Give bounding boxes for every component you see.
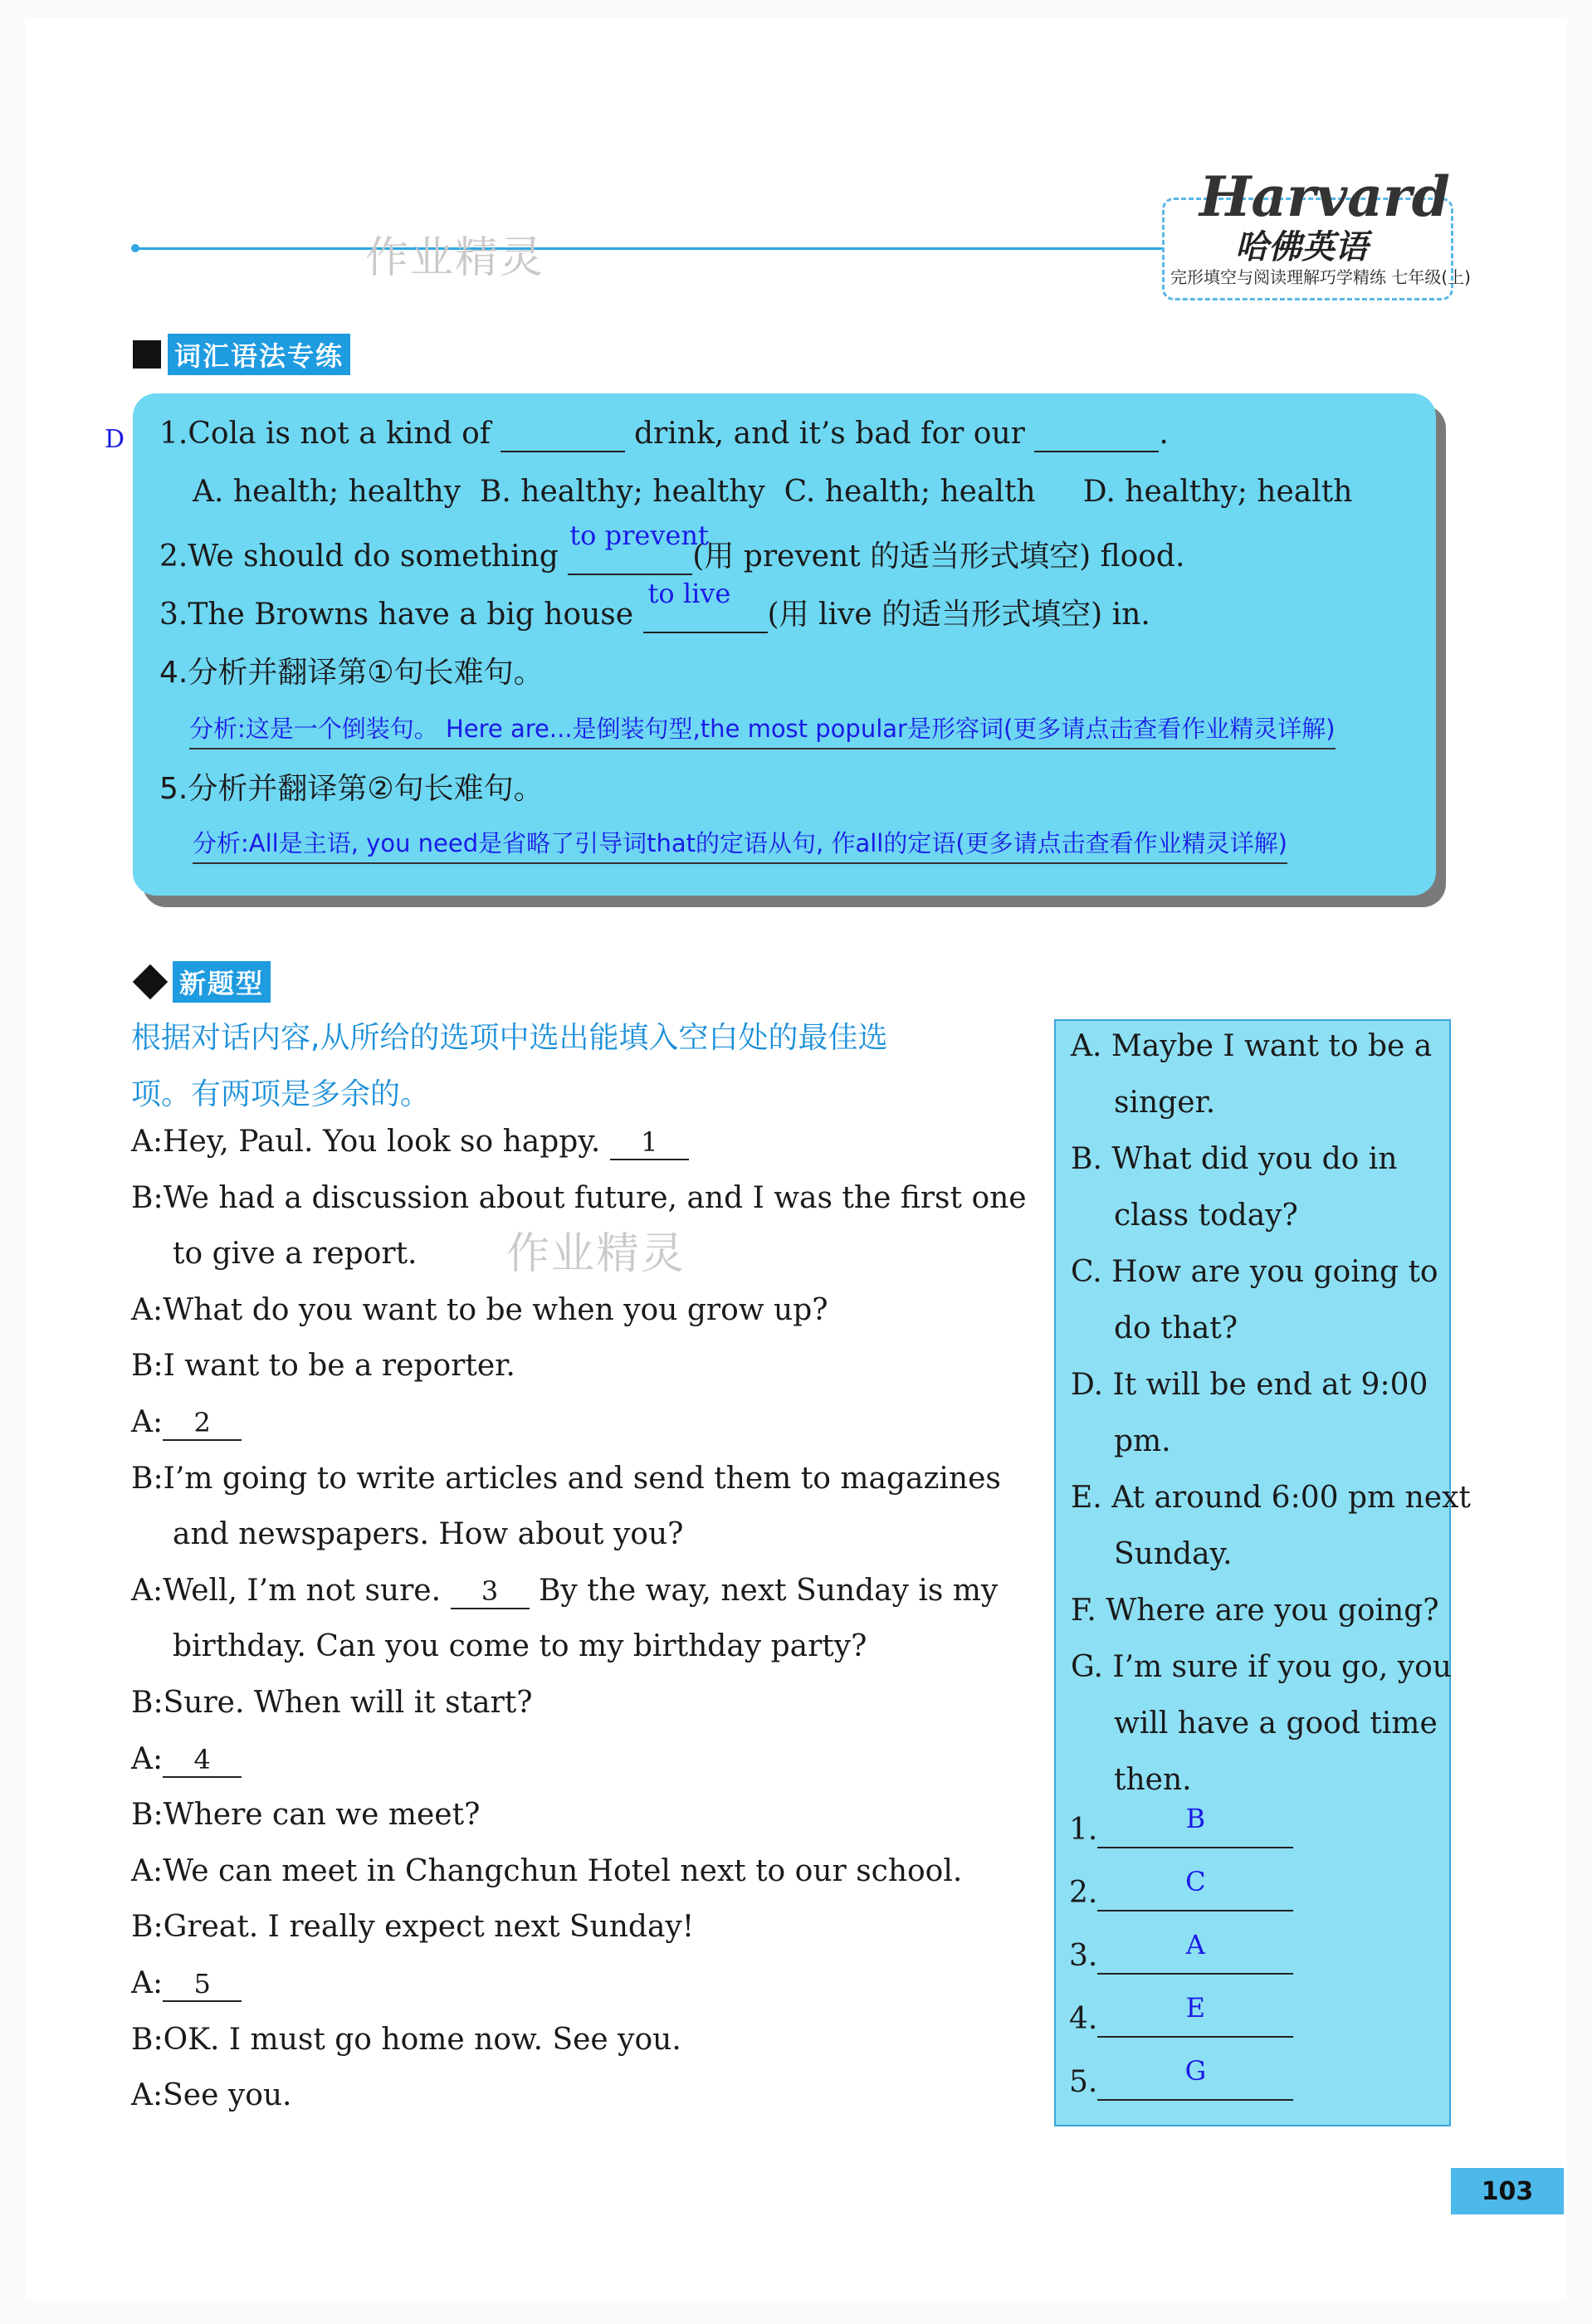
answer-row: [1069, 1866, 1293, 1911]
instruction-line-2: 项。有两项是多余的。: [131, 1077, 431, 1111]
q5-analysis: 分析:All是主语, you need是省略了引导词that的定语从句, 作all的定语(更多请点击查看作业精灵详解): [193, 825, 1287, 864]
speaker: A:: [131, 1853, 164, 1888]
option-text: What did you do in: [1111, 1142, 1398, 1176]
q1-text-a: Cola is not a kind of: [188, 417, 491, 451]
dialog-line: [131, 1798, 480, 1832]
answer-number: 1.: [1069, 1813, 1098, 1847]
dialog-blank-number: 2: [193, 1407, 211, 1438]
option-text: It will be end at 9:00: [1112, 1368, 1428, 1402]
option-label: A.: [1071, 1029, 1102, 1063]
answer-row: [1069, 1803, 1293, 1848]
section-vocab-title: 词汇语法专练: [168, 334, 350, 375]
q3-number: 3.: [159, 598, 188, 632]
dialog-blank[interactable]: [163, 1966, 242, 2002]
answer-blank[interactable]: [1097, 1866, 1293, 1911]
question-5: [159, 765, 544, 808]
answer-row: [1069, 1992, 1293, 2038]
option-item: [1071, 1029, 1432, 1063]
dialog-text: Sure. When will it start?: [163, 1686, 533, 1720]
diamond-bullet-icon: [133, 964, 168, 999]
option-text-cont: do that?: [1114, 1311, 1238, 1345]
dialog-line: [131, 1910, 694, 1944]
speaker: A:: [131, 1966, 164, 2000]
dialog-text-after: By the way, next Sunday is my: [538, 1573, 999, 1608]
dialog-blank[interactable]: [451, 1574, 530, 1609]
answer-blank[interactable]: [1097, 1929, 1293, 1975]
question-4: [159, 649, 544, 691]
option-item: [1071, 1650, 1452, 1684]
option-text-cont: singer.: [1114, 1086, 1216, 1120]
answer-blank[interactable]: [1097, 2055, 1293, 2101]
dialog-line: [131, 1966, 242, 2002]
dialog-line: [131, 1293, 828, 1327]
option-text-cont: will have a good time: [1114, 1706, 1438, 1741]
dialog-line: [131, 1574, 998, 1609]
square-bullet-icon: [133, 340, 161, 369]
option-item: [1071, 1142, 1397, 1176]
question-2: [159, 520, 1185, 575]
option-text: How are you going to: [1111, 1255, 1438, 1289]
section-newtype-header: [133, 961, 271, 1003]
answer-number: 5.: [1069, 2065, 1098, 2099]
q1-blank-2[interactable]: [1034, 417, 1159, 452]
dialog-text: and newspapers. How about you?: [173, 1517, 684, 1552]
watermark: 作业精灵: [365, 233, 545, 283]
option-text-cont: class today?: [1114, 1199, 1298, 1233]
q2-text-a: We should do something: [188, 540, 559, 574]
option-text: I’m sure if you go, you: [1112, 1650, 1452, 1684]
dialog-line: [131, 1686, 533, 1720]
dialog-line: [173, 1629, 867, 1663]
dialog-blank-number: 1: [641, 1126, 658, 1158]
dialog-line: [131, 1742, 242, 1778]
option-text-cont: Sunday.: [1114, 1537, 1233, 1571]
question-1: [159, 417, 1169, 452]
margin-answer-q1: D: [105, 425, 125, 454]
dialog-blank-number: 4: [193, 1743, 211, 1775]
dialog-line: [173, 1517, 683, 1551]
dialog-text: Where can we meet?: [163, 1798, 481, 1833]
brand-subtitle: 完形填空与阅读理解巧学精练 七年级(上): [1170, 267, 1471, 287]
dialog-blank[interactable]: [163, 1742, 242, 1778]
q1-number: 1.: [159, 417, 188, 451]
dialog-text: Well, I’m not sure.: [163, 1573, 442, 1608]
q2-blank[interactable]: [568, 520, 709, 575]
speaker: B:: [131, 1461, 164, 1496]
speaker: A:: [131, 2078, 164, 2113]
answer-number: 3.: [1069, 1939, 1098, 1973]
option-label: B.: [1071, 1142, 1102, 1176]
q3-answer: to live: [647, 578, 731, 609]
option-text-cont: then.: [1114, 1763, 1192, 1797]
option-label: E.: [1071, 1481, 1102, 1515]
answer-letter: A: [1185, 1929, 1205, 1960]
q1-text-b: drink, and it’s bad for our: [634, 417, 1025, 451]
option-label: F.: [1071, 1594, 1096, 1628]
option-label: D.: [1071, 1368, 1104, 1402]
dialog-text: OK. I must go home now. See you.: [163, 2022, 681, 2057]
speaker: B:: [131, 1798, 164, 1833]
section-vocab-header: [133, 334, 350, 375]
vocab-panel: [133, 393, 1436, 896]
q5-number: 5.: [159, 772, 188, 806]
instruction-line-1: 根据对话内容,从所给的选项中选出能填入空白处的最佳选: [131, 1021, 888, 1055]
option-item: [1071, 1594, 1439, 1628]
dialog-text: We had a discussion about future, and I was the first one: [163, 1180, 1027, 1215]
watermark-2: 作业精灵: [506, 1229, 686, 1279]
q3-text-b: (用 live 的适当形式填空) in.: [767, 598, 1150, 632]
answer-letter: G: [1184, 2055, 1207, 2087]
answer-letter: B: [1185, 1803, 1206, 1834]
dialog-line: [131, 1462, 1001, 1496]
speaker: B:: [131, 1686, 164, 1720]
dialog-line: [131, 1125, 689, 1160]
q3-text-a: The Browns have a big house: [188, 598, 634, 632]
q2-text-b: (用 prevent 的适当形式填空) flood.: [692, 540, 1185, 574]
option-item: [1071, 1481, 1471, 1515]
dialog-line: [131, 1349, 515, 1383]
dialog-blank-number: 5: [193, 1968, 211, 1999]
dialog-text: birthday. Can you come to my birthday party?: [173, 1629, 867, 1664]
q1-text-c: .: [1159, 417, 1169, 451]
q4-text: 分析并翻译第①句长难句。: [188, 656, 544, 690]
q2-number: 2.: [159, 540, 188, 574]
header-rule: [137, 247, 1166, 250]
q3-blank[interactable]: [643, 578, 768, 633]
answer-blank[interactable]: [1097, 1992, 1293, 2038]
dialog-line: [131, 2023, 681, 2057]
speaker: B:: [131, 1349, 164, 1384]
brand-logo-cn: 哈佛英语: [1235, 228, 1368, 266]
option-text: At around 6:00 pm next: [1111, 1481, 1471, 1515]
dialog-blank-number: 3: [481, 1575, 499, 1607]
q1-options: A. health; healthy B. healthy; healthy C. health; health D. healthy; health: [193, 475, 1353, 509]
answer-number: 4.: [1069, 2002, 1098, 2036]
q4-analysis: 分析:这是一个倒装句。 Here are...是倒装句型,the most popular是形容词(更多请点击查看作业精灵详解): [189, 710, 1336, 749]
option-label: C.: [1071, 1255, 1102, 1289]
answer-letter: E: [1185, 1992, 1206, 2024]
option-label: G.: [1071, 1650, 1103, 1684]
option-text: Where are you going?: [1106, 1594, 1439, 1628]
section-newtype-title: 新题型: [173, 961, 271, 1003]
dialog-blank[interactable]: [610, 1125, 689, 1160]
option-text: Maybe I want to be a: [1111, 1029, 1433, 1063]
q4-number: 4.: [159, 656, 188, 690]
speaker: B:: [131, 1910, 164, 1945]
option-text-cont: pm.: [1114, 1424, 1171, 1458]
dialog-text: What do you want to be when you grow up?: [163, 1292, 828, 1327]
question-3: [159, 578, 1150, 633]
answer-number: 2.: [1069, 1876, 1098, 1910]
speaker: A:: [131, 1125, 164, 1159]
option-item: [1071, 1368, 1428, 1402]
q5-text: 分析并翻译第②句长难句。: [188, 772, 544, 806]
answer-blank[interactable]: [1097, 1803, 1293, 1848]
speaker: B:: [131, 2022, 164, 2057]
dialog-text: to give a report.: [173, 1237, 418, 1272]
dialog-blank[interactable]: [163, 1405, 242, 1441]
dialog-line: [131, 1854, 962, 1888]
dialog-line: [131, 1181, 1027, 1215]
speaker: A:: [131, 1573, 164, 1608]
dialog-text: I want to be a reporter.: [163, 1349, 515, 1384]
brand-logo-en: Harvard: [1199, 164, 1450, 229]
dialog-line: [173, 1237, 418, 1271]
speaker: B:: [131, 1180, 164, 1215]
dialog-line: [131, 2078, 292, 2112]
answer-row: [1069, 1929, 1293, 1975]
dialog-text: See you.: [163, 2078, 292, 2113]
dialog-text: Hey, Paul. You look so happy.: [163, 1125, 601, 1159]
speaker: A:: [131, 1741, 164, 1776]
dialog-line: [131, 1405, 242, 1441]
speaker: A:: [131, 1292, 164, 1327]
q2-answer: to prevent: [569, 520, 709, 551]
speaker: A:: [131, 1405, 164, 1439]
answer-letter: C: [1185, 1866, 1206, 1897]
dialog-text: Great. I really expect next Sunday!: [163, 1910, 695, 1945]
dialog-text: We can meet in Changchun Hotel next to our school.: [163, 1853, 963, 1888]
q1-blank-1[interactable]: [501, 417, 625, 452]
dialog-text: I’m going to write articles and send them to magazines: [163, 1461, 1001, 1496]
option-item: [1071, 1255, 1438, 1289]
page-number: 103: [1451, 2168, 1564, 2214]
answer-row: [1069, 2055, 1293, 2101]
